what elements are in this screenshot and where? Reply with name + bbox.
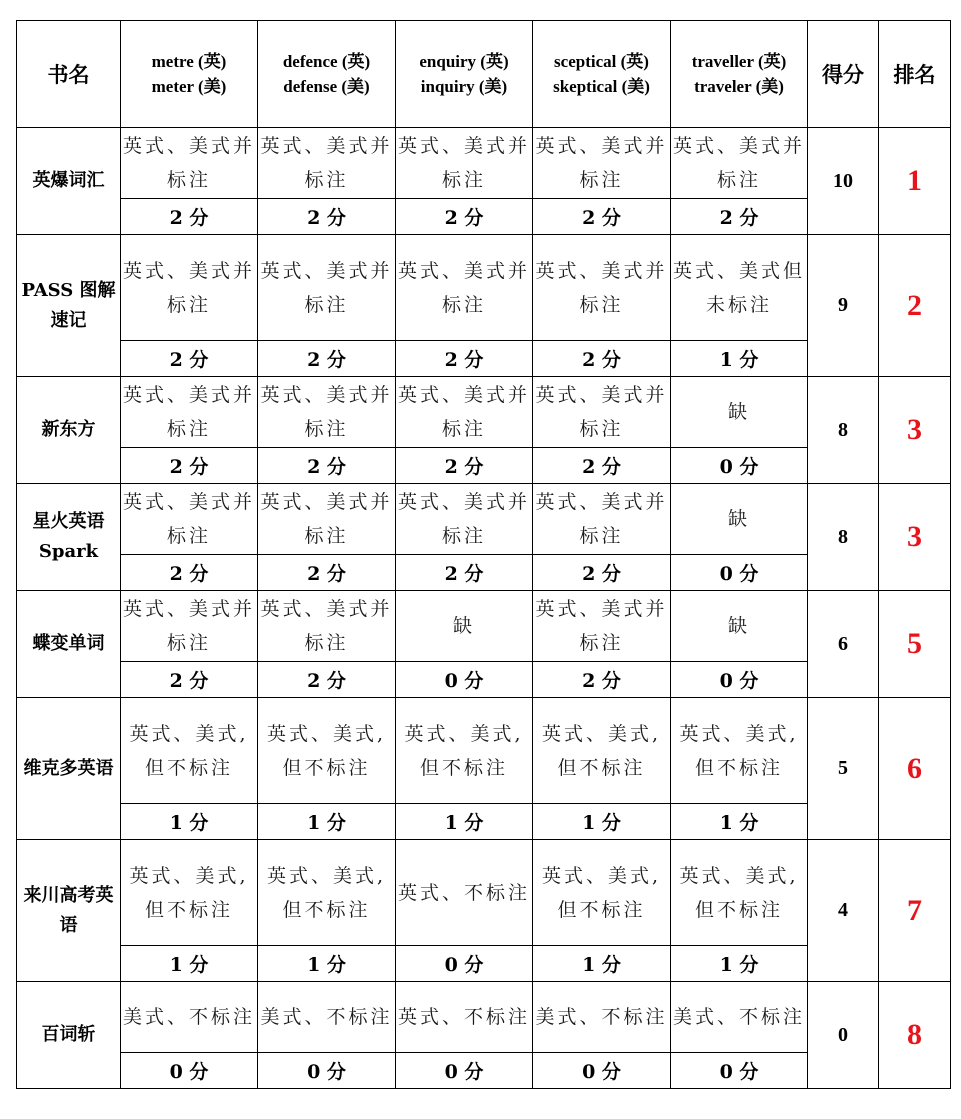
header-uk-spelling: defence (英) bbox=[282, 52, 371, 71]
spelling-description: 英式、美式并标注 bbox=[121, 484, 258, 555]
table-row bbox=[17, 128, 951, 199]
header-word-defence bbox=[258, 21, 396, 128]
points-value: 0 分 bbox=[671, 448, 808, 484]
points-value: 1 分 bbox=[671, 341, 808, 377]
book-name: 星火英语 Spark bbox=[17, 484, 121, 591]
table-row bbox=[17, 484, 951, 555]
spelling-description: 英式、美式,但不标注 bbox=[121, 840, 258, 946]
spelling-description: 英式、美式,但不标注 bbox=[671, 840, 808, 946]
spelling-description: 英式、美式并标注 bbox=[258, 128, 396, 199]
spelling-description: 英式、美式并标注 bbox=[258, 484, 396, 555]
points-value: 0 分 bbox=[671, 1053, 808, 1089]
points-value: 0 分 bbox=[671, 662, 808, 698]
points-value: 2 分 bbox=[396, 341, 533, 377]
points-value: 2 分 bbox=[121, 555, 258, 591]
points-value: 0 分 bbox=[121, 1053, 258, 1089]
spelling-description: 英式、美式并标注 bbox=[533, 235, 671, 341]
spelling-description: 缺 bbox=[396, 591, 533, 662]
spelling-description: 英式、美式并标注 bbox=[533, 377, 671, 448]
spelling-description: 美式、不标注 bbox=[121, 982, 258, 1053]
total-score: 10 bbox=[808, 128, 879, 235]
header-word-metre bbox=[121, 21, 258, 128]
points-value: 2 分 bbox=[258, 662, 396, 698]
total-score: 9 bbox=[808, 235, 879, 377]
spelling-description: 英式、美式并标注 bbox=[258, 377, 396, 448]
rank-value: 3 bbox=[879, 377, 951, 484]
spelling-description: 英式、美式,但不标注 bbox=[533, 698, 671, 804]
spelling-description: 英式、美式并标注 bbox=[121, 591, 258, 662]
header-uk-spelling: enquiry (英) bbox=[419, 52, 509, 71]
table-row bbox=[17, 591, 951, 662]
points-value: 2 分 bbox=[121, 341, 258, 377]
rank-value: 2 bbox=[879, 235, 951, 377]
rank-value: 5 bbox=[879, 591, 951, 698]
points-value: 2 分 bbox=[258, 555, 396, 591]
table-row bbox=[17, 698, 951, 804]
points-value: 2 分 bbox=[121, 448, 258, 484]
points-value: 2 分 bbox=[533, 555, 671, 591]
spelling-description: 英式、美式,但不标注 bbox=[121, 698, 258, 804]
total-score: 6 bbox=[808, 591, 879, 698]
points-value: 0 分 bbox=[533, 1053, 671, 1089]
spelling-description: 英式、美式,但不标注 bbox=[396, 698, 533, 804]
points-value: 1 分 bbox=[533, 946, 671, 982]
header-us-spelling: meter (美) bbox=[151, 77, 227, 96]
points-value: 2 分 bbox=[533, 448, 671, 484]
total-score: 0 bbox=[808, 982, 879, 1089]
spelling-description: 英式、美式并标注 bbox=[121, 377, 258, 448]
book-name: 百词斩 bbox=[17, 982, 121, 1089]
points-value: 2 分 bbox=[258, 199, 396, 235]
header-row bbox=[17, 21, 951, 128]
points-value: 1 分 bbox=[258, 804, 396, 840]
spelling-description: 英式、美式并标注 bbox=[396, 128, 533, 199]
table-row bbox=[17, 235, 951, 341]
header-uk-spelling: traveller (英) bbox=[691, 52, 787, 71]
points-value: 2 分 bbox=[533, 341, 671, 377]
table-body bbox=[17, 128, 951, 1089]
points-value: 2 分 bbox=[121, 662, 258, 698]
rank-value: 7 bbox=[879, 840, 951, 982]
spelling-description: 英式、美式并标注 bbox=[533, 591, 671, 662]
spelling-description: 缺 bbox=[671, 377, 808, 448]
spelling-description: 英式、不标注 bbox=[396, 982, 533, 1053]
header-uk-spelling: sceptical (英) bbox=[554, 52, 649, 71]
book-name: 英爆词汇 bbox=[17, 128, 121, 235]
spelling-description: 英式、美式,但不标注 bbox=[671, 698, 808, 804]
header-score: 得分 bbox=[808, 21, 879, 128]
points-value: 2 分 bbox=[121, 199, 258, 235]
header-us-spelling: defense (美) bbox=[283, 77, 370, 96]
book-name: PASS 图解速记 bbox=[17, 235, 121, 377]
points-value: 1 分 bbox=[258, 946, 396, 982]
total-score: 8 bbox=[808, 484, 879, 591]
rank-value: 3 bbox=[879, 484, 951, 591]
points-value: 2 分 bbox=[258, 341, 396, 377]
book-name: 维克多英语 bbox=[17, 698, 121, 840]
points-value: 1 分 bbox=[121, 946, 258, 982]
header-word-traveller bbox=[671, 21, 808, 128]
points-value: 0 分 bbox=[396, 662, 533, 698]
points-value: 0 分 bbox=[671, 555, 808, 591]
points-value: 2 分 bbox=[396, 555, 533, 591]
spelling-description: 英式、美式并标注 bbox=[121, 128, 258, 199]
points-value: 0 分 bbox=[396, 1053, 533, 1089]
points-value: 2 分 bbox=[396, 199, 533, 235]
points-value: 0 分 bbox=[396, 946, 533, 982]
header-book-name: 书名 bbox=[17, 21, 121, 128]
spelling-description: 英式、美式并标注 bbox=[671, 128, 808, 199]
table-row bbox=[17, 377, 951, 448]
points-value: 2 分 bbox=[533, 199, 671, 235]
header-word-sceptical bbox=[533, 21, 671, 128]
header-rank: 排名 bbox=[879, 21, 951, 128]
spelling-description: 英式、美式并标注 bbox=[396, 484, 533, 555]
points-value: 2 分 bbox=[258, 448, 396, 484]
spelling-description: 美式、不标注 bbox=[533, 982, 671, 1053]
book-name: 来川高考英语 bbox=[17, 840, 121, 982]
spelling-description: 英式、美式并标注 bbox=[533, 484, 671, 555]
spelling-description: 英式、美式,但不标注 bbox=[533, 840, 671, 946]
spelling-description: 英式、美式,但不标注 bbox=[258, 698, 396, 804]
spelling-description: 英式、美式并标注 bbox=[258, 591, 396, 662]
spelling-description: 英式、美式但未标注 bbox=[671, 235, 808, 341]
header-uk-spelling: metre (英) bbox=[151, 52, 227, 71]
total-score: 8 bbox=[808, 377, 879, 484]
points-value: 1 分 bbox=[121, 804, 258, 840]
table-row bbox=[17, 982, 951, 1053]
table-row bbox=[17, 840, 951, 946]
rank-value: 8 bbox=[879, 982, 951, 1089]
header-us-spelling: skeptical (美) bbox=[553, 77, 650, 96]
points-value: 1 分 bbox=[533, 804, 671, 840]
spelling-description: 缺 bbox=[671, 591, 808, 662]
points-value: 0 分 bbox=[258, 1053, 396, 1089]
rank-value: 1 bbox=[879, 128, 951, 235]
points-value: 1 分 bbox=[396, 804, 533, 840]
comparison-table bbox=[16, 20, 951, 1089]
spelling-description: 美式、不标注 bbox=[258, 982, 396, 1053]
points-value: 2 分 bbox=[396, 448, 533, 484]
header-word-enquiry bbox=[396, 21, 533, 128]
header-us-spelling: traveler (美) bbox=[694, 77, 784, 96]
spelling-description: 美式、不标注 bbox=[671, 982, 808, 1053]
spelling-description: 英式、美式并标注 bbox=[533, 128, 671, 199]
spelling-description: 英式、美式并标注 bbox=[396, 377, 533, 448]
spelling-description: 英式、美式并标注 bbox=[121, 235, 258, 341]
book-name: 新东方 bbox=[17, 377, 121, 484]
header-us-spelling: inquiry (美) bbox=[420, 77, 508, 96]
rank-value: 6 bbox=[879, 698, 951, 840]
book-name: 蝶变单词 bbox=[17, 591, 121, 698]
spelling-description: 英式、美式并标注 bbox=[258, 235, 396, 341]
spelling-description: 缺 bbox=[671, 484, 808, 555]
points-value: 1 分 bbox=[671, 946, 808, 982]
total-score: 4 bbox=[808, 840, 879, 982]
spelling-description: 英式、不标注 bbox=[396, 840, 533, 946]
points-value: 1 分 bbox=[671, 804, 808, 840]
points-value: 2 分 bbox=[671, 199, 808, 235]
spelling-description: 英式、美式并标注 bbox=[396, 235, 533, 341]
spelling-description: 英式、美式,但不标注 bbox=[258, 840, 396, 946]
points-value: 2 分 bbox=[533, 662, 671, 698]
total-score: 5 bbox=[808, 698, 879, 840]
